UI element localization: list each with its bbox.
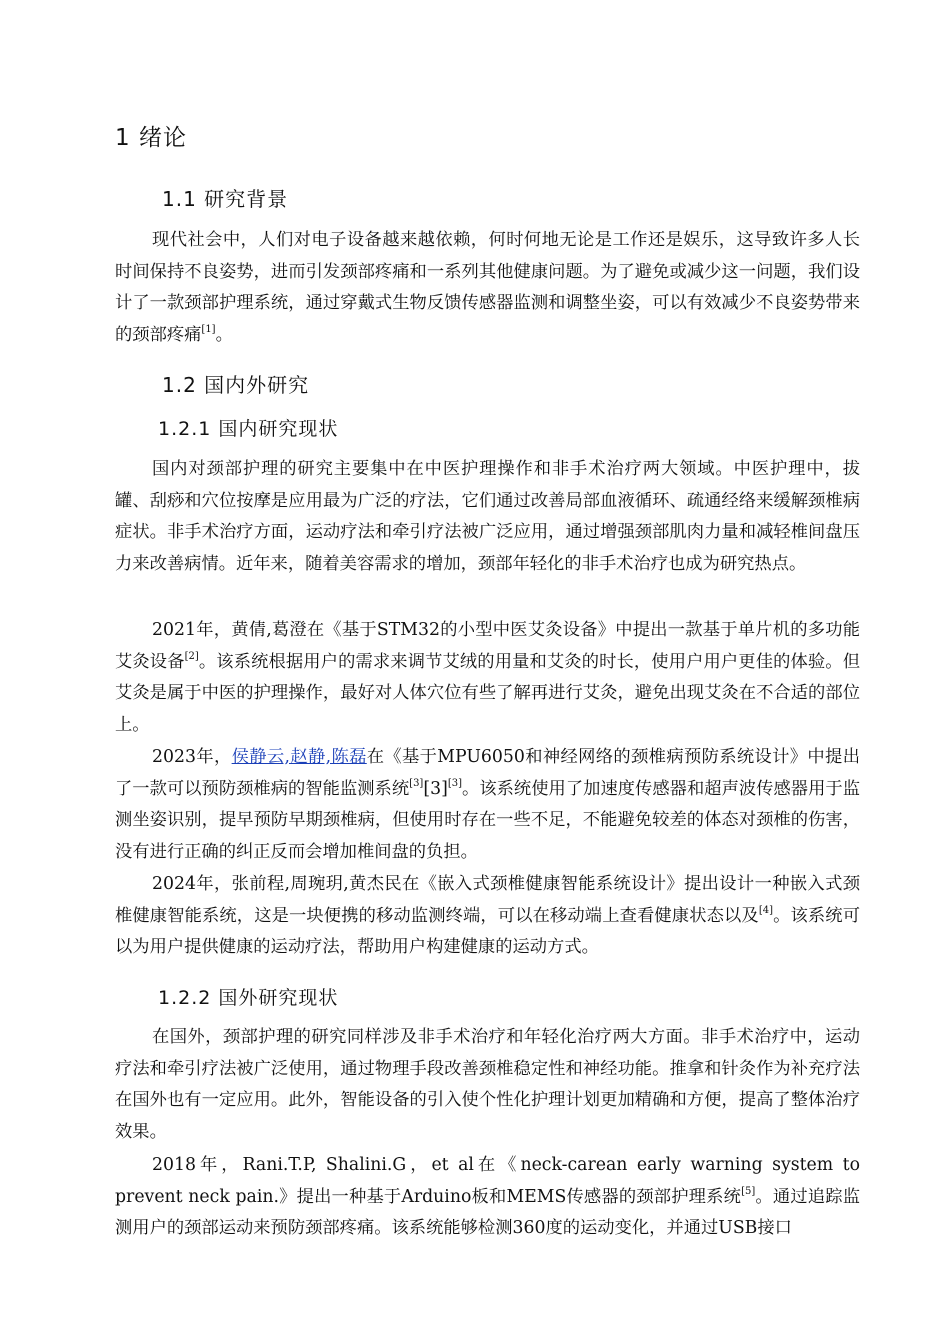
citation-ref[interactable]: [1]	[201, 323, 216, 335]
paragraph-domestic-2023	[115, 742, 860, 868]
paragraph-text: 。该系统使用了加速度传感器和超声波传感器用于监测坐姿识别，提早预防早期颈椎病，但使用时存在一些不足，不能避免较差的体态对颈椎的伤害，没有进行正确的纠正反而会增加椎间盘的负担。	[115, 778, 860, 862]
paragraph-domestic-2021	[115, 615, 860, 741]
paragraph-text: 。	[215, 324, 233, 345]
authors-link[interactable]: 侯静云,赵静,陈磊	[231, 747, 367, 767]
paragraph-text: 在《基于MPU6050和神经网络的颈椎病预防系统设计》中提出了一款可以预防颈椎病的智能监测系统	[115, 747, 860, 799]
paragraph-domestic-2024	[115, 869, 860, 964]
chapter-title: 1 绪论	[115, 125, 187, 151]
citation-ref[interactable]: [3]	[409, 777, 424, 789]
paragraph-text: 。该系统可以为用户提供健康的运动疗法，帮助用户构建健康的运动方式。	[115, 905, 860, 957]
paragraph-text: 2018年，Rani.T.P, Shalini.G，et al在《neck-carean early warning system to prevent neck pain.》提出一种基于Arduino板和MEMS传感器的颈部护理系统	[115, 1155, 860, 1207]
citation-ref[interactable]: [5]	[741, 1185, 756, 1197]
section-title-1-2: 1.2 国内外研究	[162, 373, 310, 397]
paragraph-foreign-intro	[115, 1022, 860, 1148]
paragraph-foreign-2018	[115, 1150, 860, 1245]
citation-ref[interactable]: [2]	[184, 650, 199, 662]
citation-ref[interactable]: [4]	[758, 904, 773, 916]
paragraph-text: 。通过追踪监测用户的颈部运动来预防颈部疼痛。该系统能够检测360度的运动变化，并通过USB接口	[115, 1186, 860, 1238]
paragraph-text: 在国外，颈部护理的研究同样涉及非手术治疗和年轻化治疗两大方面。非手术治疗中，运动疗法和牵引疗法被广泛使用，通过物理手段改善颈椎稳定性和神经功能。推拿和针灸作为补充疗法在国外也有一定应用。此外，智能设备的引入使个性化护理计划更加精确和方便，提高了整体治疗效果。	[115, 1027, 860, 1142]
subsection-title-1-2-2: 1.2.2 国外研究现状	[158, 987, 339, 1009]
paragraph-text: 。该系统根据用户的需求来调节艾绒的用量和艾灸的时长，使用户用户更佳的体验。但艾灸是属于中医的护理操作，最好对人体穴位有些了解再进行艾灸，避免出现艾灸在不合适的部位上。	[115, 651, 860, 735]
citation-inline: [3]	[423, 778, 448, 799]
paragraph-text: 2024年，张前程,周琬玥,黄杰民在《嵌入式颈椎健康智能系统设计》提出设计一种嵌入式颈椎健康智能系统，这是一块便携的移动监测终端，可以在移动端上查看健康状态以及	[115, 874, 860, 926]
subsection-title-1-2-1: 1.2.1 国内研究现状	[158, 418, 339, 440]
paragraph-domestic-intro	[115, 454, 860, 580]
paragraph-text: 2023年，	[152, 747, 232, 767]
paragraph-text: 2021年，黄倩,葛澄在《基于STM32的小型中医艾灸设备》中提出一款基于单片机的多功能艾灸设备	[115, 620, 860, 672]
citation-ref[interactable]: [3]	[447, 777, 462, 789]
section-title-1-1: 1.1 研究背景	[162, 187, 289, 211]
paragraph-text: 现代社会中，人们对电子设备越来越依赖，何时何地无论是工作还是娱乐，这导致许多人长时间保持不良姿势，进而引发颈部疼痛和一系列其他健康问题。为了避免或减少这一问题，我们设计了一款颈部护理系统，通过穿戴式生物反馈传感器监测和调整坐姿，可以有效减少不良姿势带来的颈部疼痛	[115, 230, 860, 345]
paragraph-text: 国内对颈部护理的研究主要集中在中医护理操作和非手术治疗两大领域。中医护理中，拔罐、刮痧和穴位按摩是应用最为广泛的疗法，它们通过改善局部血液循环、疏通经络来缓解颈椎病症状。非手术治疗方面，运动疗法和牵引疗法被广泛应用，通过增强颈部肌肉力量和减轻椎间盘压力来改善病情。近年来，随着美容需求的增加，颈部年轻化的非手术治疗也成为研究热点。	[115, 459, 860, 574]
paragraph-background	[115, 225, 860, 351]
